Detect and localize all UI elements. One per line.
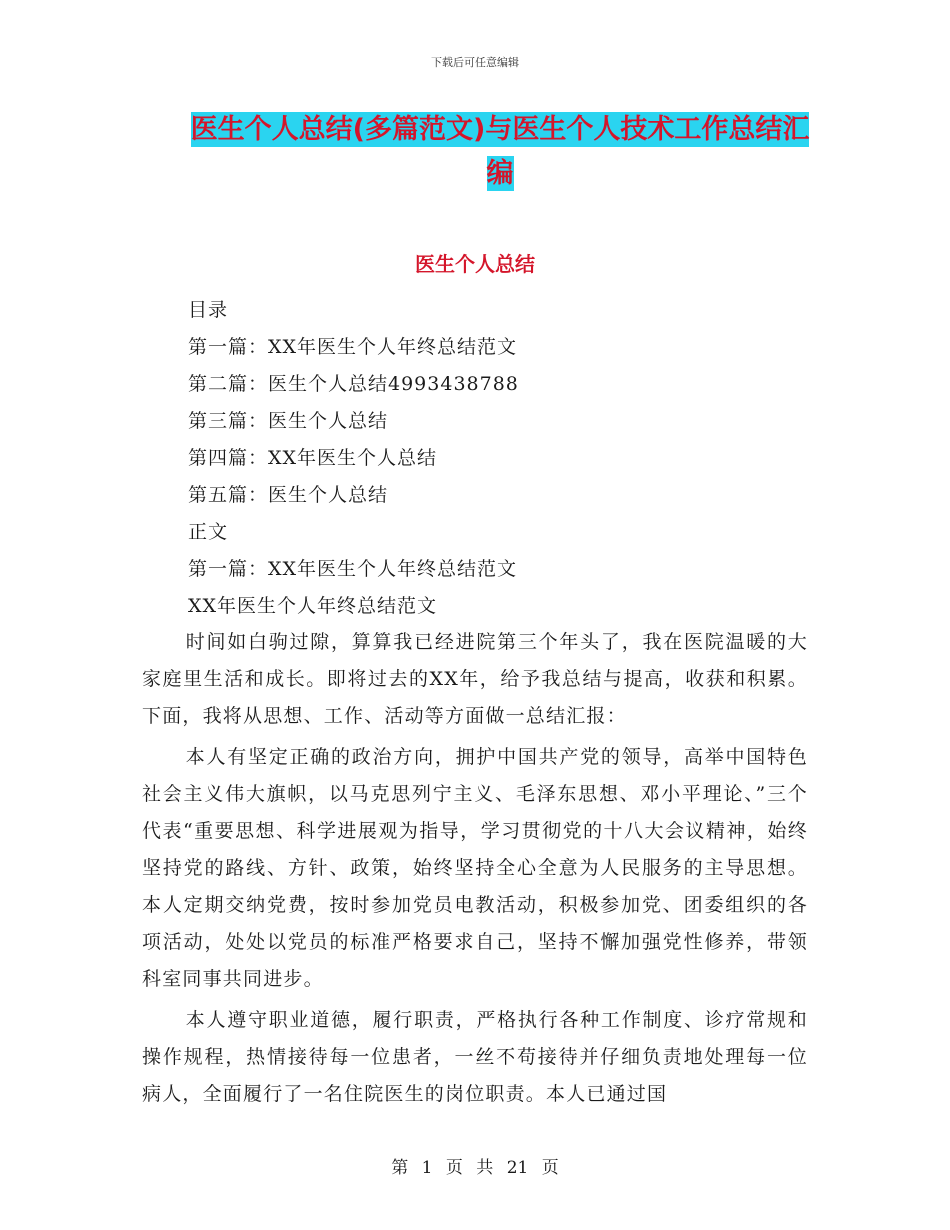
toc-heading: 目录	[188, 299, 229, 321]
toc-item: 第三篇：医生个人总结	[188, 410, 389, 432]
paragraph: 本人有坚定正确的政治方向，拥护中国共产党的领导，高举中国特色社会主义伟大旗帜，以马克思列宁主义、毛泽东思想、邓小平理论、”三个代表“重要思想、科学进展观为指导，学习贯彻党的十八大会议精神，始终坚持党的路线、方针、政策，始终坚持全心全意为人民服务的主导思想。本人定期交纳党费，按时参加党员电教活动，积极参加党、团委组织的各项活动，处处以党员的标准严格要求自己，坚持不懈加强党性修养，带领科室同事共同进步。	[142, 746, 808, 990]
toc-item: 第五篇：医生个人总结	[188, 484, 389, 506]
paragraph: 时间如白驹过隙，算算我已经进院第三个年头了，我在医院温暖的大家庭里生活和成长。即将过去的XX年，给予我总结与提高，收获和积累。下面，我将从思想、工作、活动等方面做一总结汇报：	[142, 631, 808, 727]
section-title: 医生个人总结	[415, 252, 535, 276]
document-title-text: 医生个人总结(多篇范文)与医生个人技术工作总结汇编	[190, 114, 810, 189]
table-of-contents	[188, 292, 828, 625]
chapter-heading: 第一篇：XX年医生个人年终总结范文	[188, 558, 518, 580]
body-heading: 正文	[188, 521, 229, 543]
toc-item: 第一篇：XX年医生个人年终总结范文	[188, 336, 518, 358]
article-title: XX年医生个人年终总结范文	[188, 595, 438, 617]
body-text	[142, 624, 808, 1117]
paragraph: 本人遵守职业道德，履行职责，严格执行各种工作制度、诊疗常规和操作规程，热情接待每一位患者，一丝不苟接待并仔细负责地处理每一位病人，全面履行了一名住院医生的岗位职责。本人已通过国	[142, 1009, 808, 1105]
header-note: 下载后可任意编辑	[431, 56, 519, 69]
toc-item: 第二篇：医生个人总结4993438788	[188, 373, 519, 395]
document-title	[190, 108, 810, 196]
page-footer: 第 1 页 共 21 页	[391, 1158, 559, 1178]
toc-item: 第四篇：XX年医生个人总结	[188, 447, 438, 469]
